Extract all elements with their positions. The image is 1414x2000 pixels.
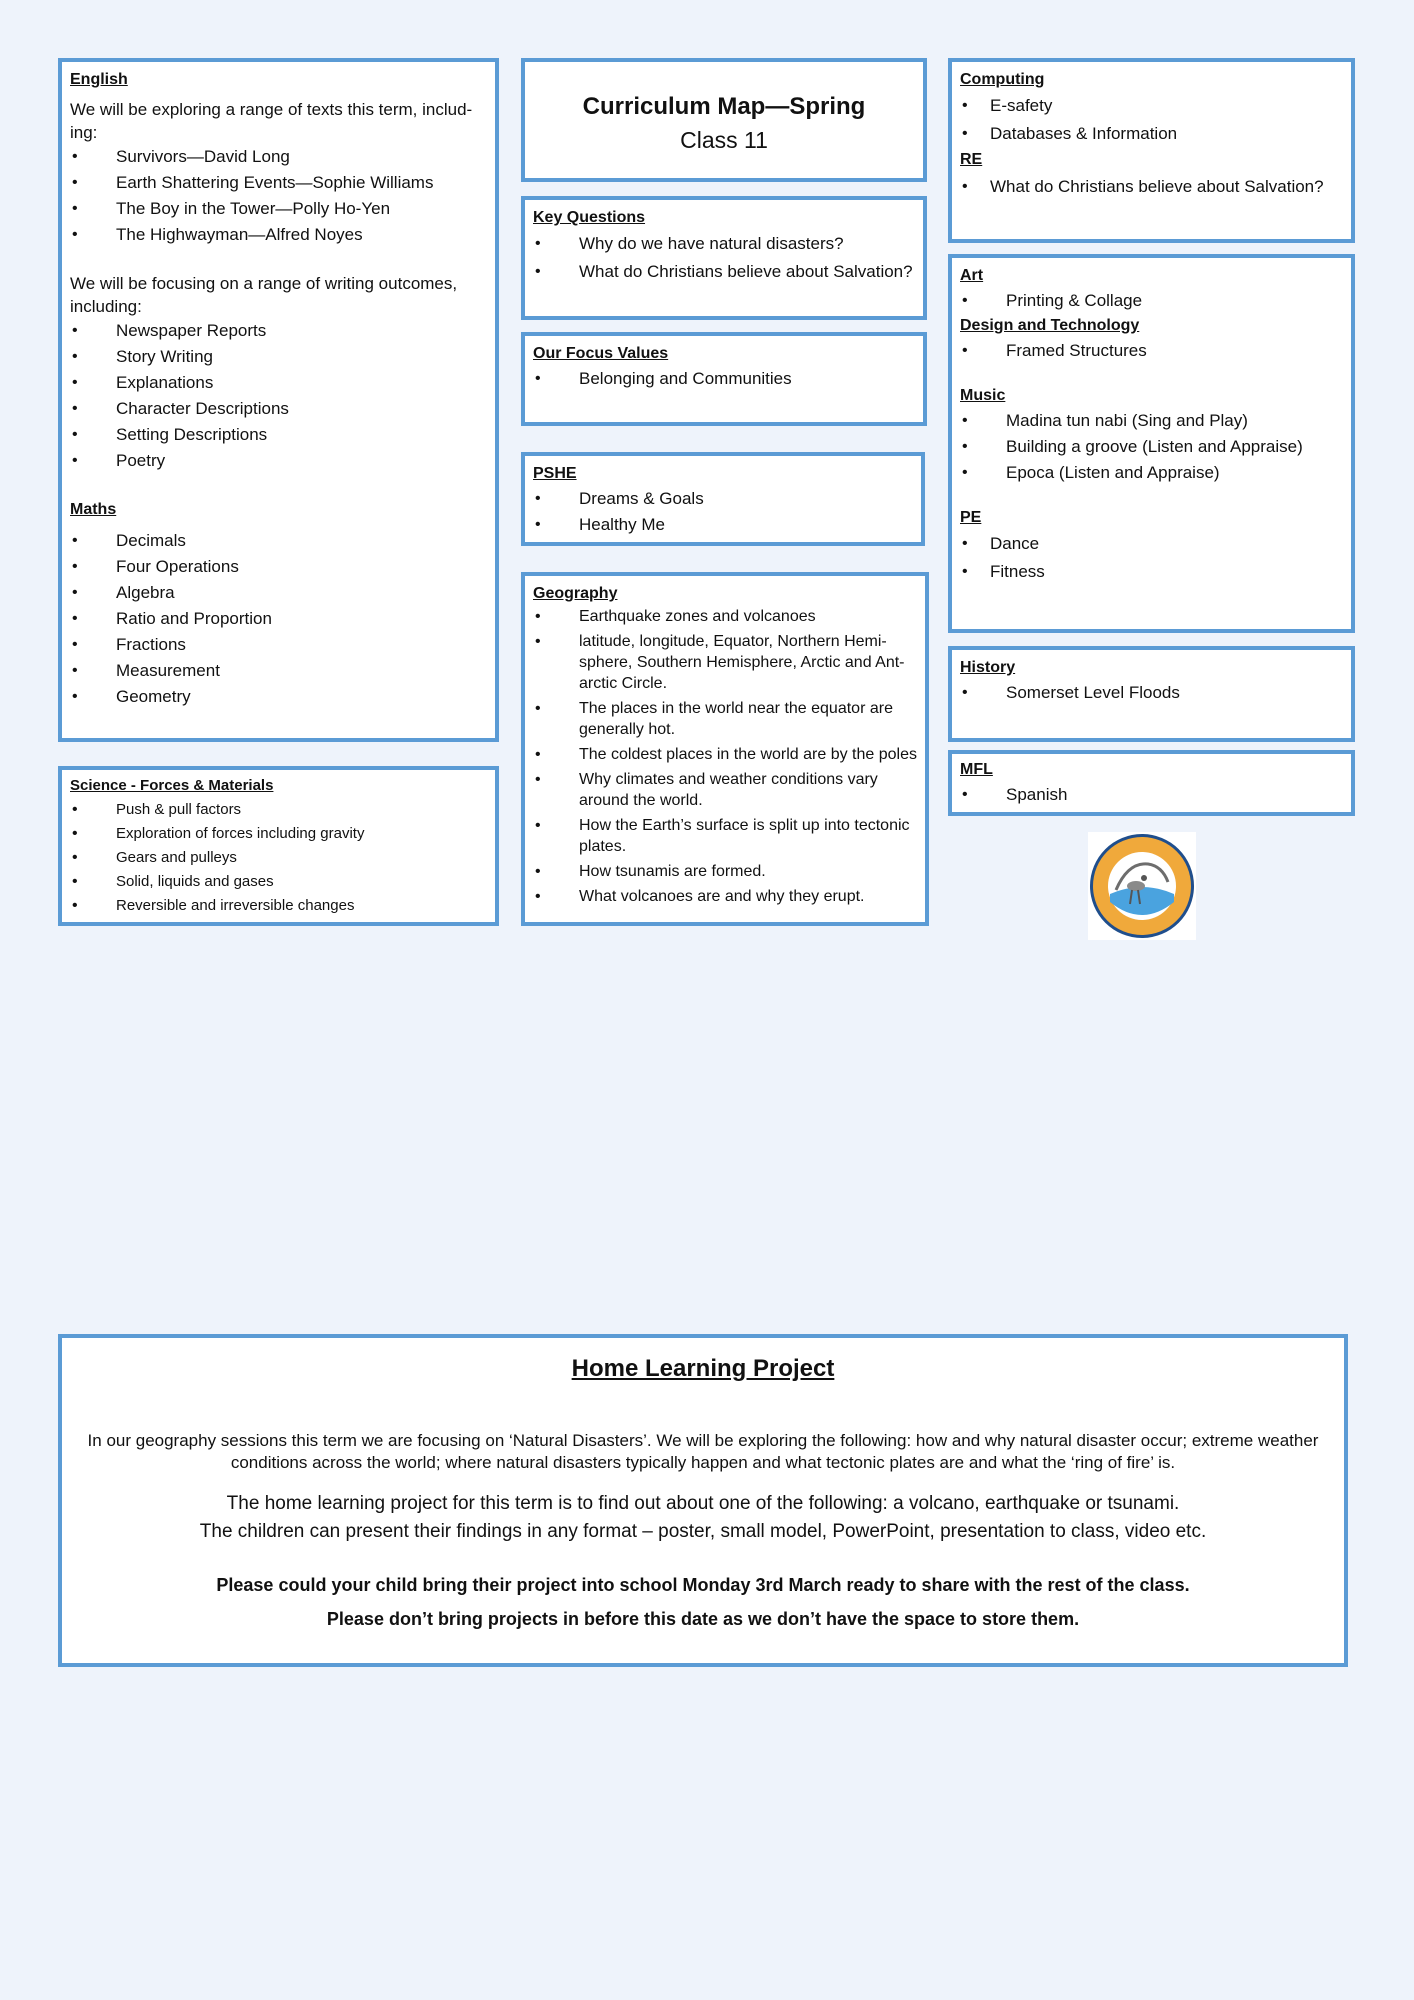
english-writing-intro: We will be focusing on a range of writing outcomes, including: xyxy=(70,274,458,316)
list-item: • Healthy Me xyxy=(533,512,913,538)
list-item: • Spanish xyxy=(960,782,1343,808)
list-item: • Push & pull factors xyxy=(70,798,487,822)
pshe-list xyxy=(533,486,913,538)
art-heading: Art xyxy=(960,267,984,284)
list-item: • Framed Structures xyxy=(960,338,1343,364)
list-item: • Madina tun nabi (Sing and Play) xyxy=(960,408,1343,434)
list-item: • Ratio and Proportion xyxy=(70,606,487,632)
arts-panel xyxy=(948,254,1355,633)
home-learning-task-line2: The children can present their findings in any format – poster, small model, PowerPoint, presentation to class, video etc. xyxy=(199,1521,1207,1542)
list-item: • Four Operations xyxy=(70,554,487,580)
list-item: • Printing & Collage xyxy=(960,288,1343,314)
pshe-panel xyxy=(521,452,925,546)
list-item: • Algebra xyxy=(70,580,487,606)
history-heading: History xyxy=(960,659,1016,676)
list-item: • Databases & Information xyxy=(960,120,1343,148)
list-item: • Earth Shattering Events—Sophie Williams xyxy=(70,170,487,196)
home-learning-title: Home Learning Project xyxy=(571,1355,835,1382)
list-item: • Survivors—David Long xyxy=(70,144,487,170)
list-item: • Decimals xyxy=(70,528,487,554)
english-texts-intro: We will be exploring a range of texts this term, includ-ing: xyxy=(70,100,473,142)
home-learning-task xyxy=(82,1490,1324,1546)
list-item: • Fitness xyxy=(960,558,1343,586)
list-item: • Why climates and weather conditions vary around the world. xyxy=(533,769,917,811)
list-item: • How tsunamis are formed. xyxy=(533,861,917,882)
geography-panel xyxy=(521,572,929,926)
english-texts-list xyxy=(70,144,487,248)
pe-list xyxy=(960,530,1343,586)
list-item: • The Highwayman—Alfred Noyes xyxy=(70,222,487,248)
key-questions-panel xyxy=(521,196,927,320)
list-item: • Measurement xyxy=(70,658,487,684)
list-item: • Gears and pulleys xyxy=(70,846,487,870)
list-item: • The Boy in the Tower—Polly Ho-Yen xyxy=(70,196,487,222)
list-item: • Dreams & Goals xyxy=(533,486,913,512)
dt-heading: Design and Technology xyxy=(960,317,1140,334)
art-list xyxy=(960,288,1343,314)
focus-values-panel xyxy=(521,332,927,426)
geography-heading: Geography xyxy=(533,585,618,602)
science-panel xyxy=(58,766,499,926)
computing-heading: Computing xyxy=(960,71,1045,88)
list-item: • Exploration of forces including gravity xyxy=(70,822,487,846)
list-item: • Fractions xyxy=(70,632,487,658)
list-item: • Epoca (Listen and Appraise) xyxy=(960,460,1343,486)
maths-list xyxy=(70,528,487,710)
science-list xyxy=(70,798,487,918)
home-learning-deadline: Please could your child bring their project into school Monday 3rd March ready to share with the rest of the class. xyxy=(216,1575,1190,1595)
english-writing-list xyxy=(70,318,487,474)
music-heading: Music xyxy=(960,387,1006,404)
home-learning-intro: In our geography sessions this term we are focusing on ‘Natural Disasters’. We will be exploring the following: how and why natural disaster occur; extreme weather conditions across the world; where natural disasters typically happen and what tectonic plates are and what the ‘ring of fire’ is. xyxy=(87,1431,1319,1472)
mfl-heading: MFL xyxy=(960,761,993,778)
list-item: • Why do we have natural disasters? xyxy=(533,230,915,258)
list-item: • latitude, longitude, Equator, Northern Hemi-sphere, Southern Hemisphere, Arctic and Ant-arctic Circle. xyxy=(533,631,917,694)
list-item: • Setting Descriptions xyxy=(70,422,487,448)
list-item: • Reversible and irreversible changes xyxy=(70,894,487,918)
history-panel xyxy=(948,646,1355,742)
list-item: • Somerset Level Floods xyxy=(960,680,1343,706)
list-item: • Geometry xyxy=(70,684,487,710)
english-heading: English xyxy=(70,71,128,88)
title-panel xyxy=(521,58,927,182)
list-item: • Explanations xyxy=(70,370,487,396)
re-list xyxy=(960,172,1343,202)
maths-heading: Maths xyxy=(70,501,117,518)
mfl-panel xyxy=(948,750,1355,816)
list-item: • Dance xyxy=(960,530,1343,558)
science-heading: Science - Forces & Materials xyxy=(70,777,274,794)
list-item: • Earthquake zones and volcanoes xyxy=(533,606,917,627)
list-item: • Solid, liquids and gases xyxy=(70,870,487,894)
list-item: • What volcanoes are and why they erupt. xyxy=(533,886,917,907)
list-item: • How the Earth’s surface is split up into tectonic plates. xyxy=(533,815,917,857)
list-item: • What do Christians believe about Salvation? xyxy=(960,172,1343,202)
dt-list xyxy=(960,338,1343,364)
english-maths-panel xyxy=(58,58,499,742)
list-item: • Story Writing xyxy=(70,344,487,370)
focus-values-list xyxy=(533,366,915,392)
geography-list xyxy=(533,606,917,907)
history-list xyxy=(960,680,1343,706)
home-learning-task-line1: The home learning project for this term is to find out about one of the following: a volcano, earthquake or tsunami. xyxy=(226,1493,1180,1514)
list-item: • Character Descriptions xyxy=(70,396,487,422)
home-learning-note: Please don’t bring projects in before this date as we don’t have the space to store them. xyxy=(326,1609,1080,1629)
school-logo xyxy=(1088,832,1196,940)
list-item: • What do Christians believe about Salvation? xyxy=(533,258,915,286)
pe-heading: PE xyxy=(960,509,982,526)
computing-list xyxy=(960,92,1343,148)
focus-values-heading: Our Focus Values xyxy=(533,345,669,362)
list-item: • Building a groove (Listen and Appraise) xyxy=(960,434,1343,460)
pshe-heading: PSHE xyxy=(533,465,577,482)
class-name: Class 11 xyxy=(680,127,768,153)
music-list xyxy=(960,408,1343,486)
key-questions-list xyxy=(533,230,915,286)
key-questions-heading: Key Questions xyxy=(533,209,646,226)
list-item: • E-safety xyxy=(960,92,1343,120)
list-item: • The coldest places in the world are by the poles xyxy=(533,744,917,765)
mfl-list xyxy=(960,782,1343,808)
computing-re-panel xyxy=(948,58,1355,243)
list-item: • Poetry xyxy=(70,448,487,474)
re-heading: RE xyxy=(960,151,983,168)
list-item: • Newspaper Reports xyxy=(70,318,487,344)
page-title: Curriculum Map—Spring xyxy=(582,93,866,120)
home-learning-panel xyxy=(58,1334,1348,1667)
list-item: • Belonging and Communities xyxy=(533,366,915,392)
list-item: • The places in the world near the equator are generally hot. xyxy=(533,698,917,740)
